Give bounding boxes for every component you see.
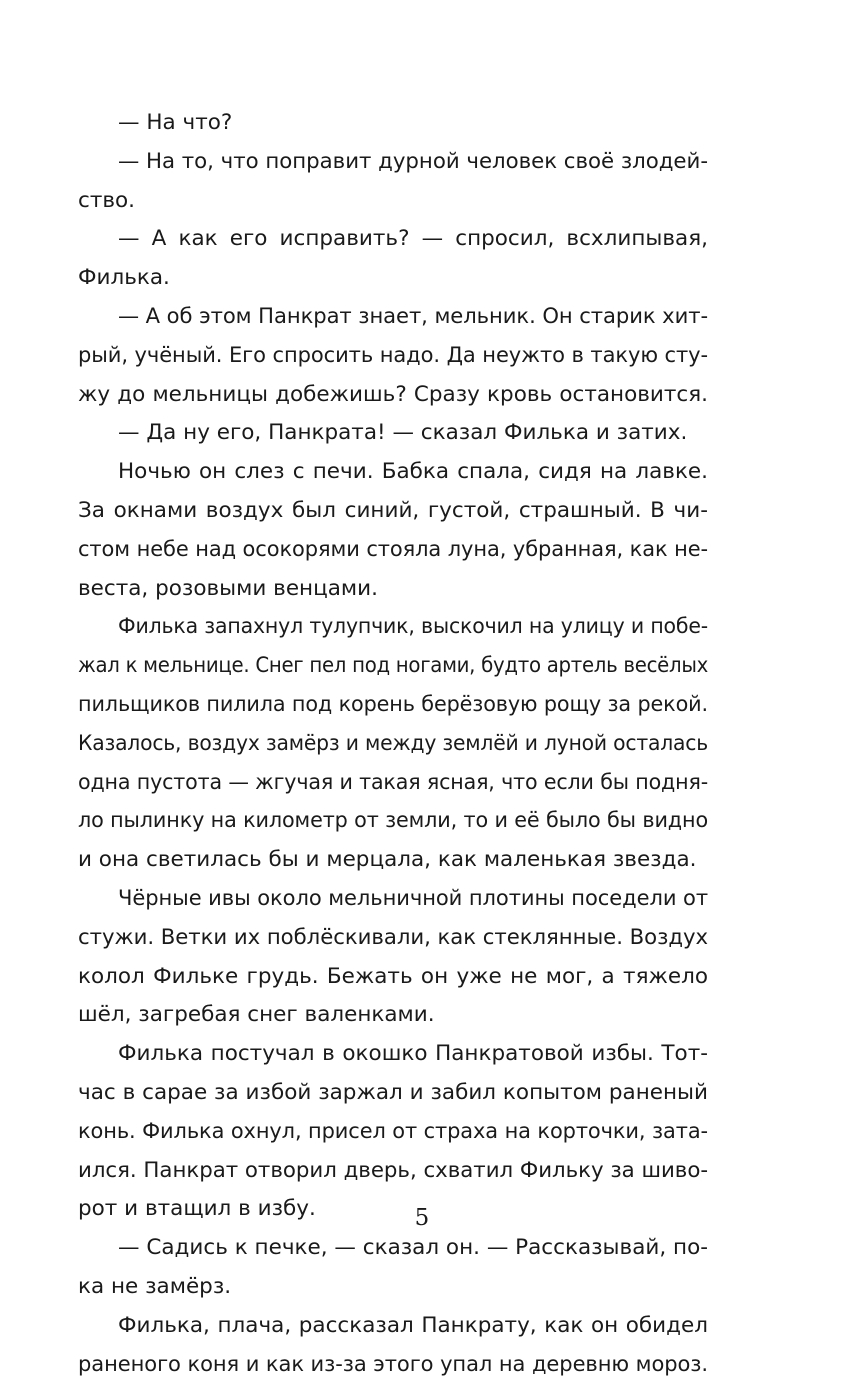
text-line: Ночью он слез с печи. Бабка спала, сидя на лавке. xyxy=(118,453,708,492)
text-line: жал к мельнице. Снег пел под ногами, будто артель весёлых xyxy=(78,647,708,686)
text-line: шёл, загребая снег валенками. xyxy=(78,996,708,1035)
page-number: 5 xyxy=(0,1205,844,1231)
text-line: Чёрные ивы около мельничной плотины поседели от xyxy=(118,880,708,919)
text-line: — На то, что поправит дурной человек своё злодей- xyxy=(118,143,708,182)
text-line: рот и втащил в избу. xyxy=(78,1190,708,1229)
text-line: — Садись к печке, — сказал он. — Рассказывай, по- xyxy=(118,1229,708,1268)
text-line: и она светилась бы и мерцала, как маленькая звезда. xyxy=(78,841,708,880)
text-line: жу до мельницы добежишь? Сразу кровь остановится. xyxy=(78,376,708,415)
text-line: За окнами воздух был синий, густой, страшный. В чи- xyxy=(78,492,708,531)
text-line: пильщиков пилила под корень берёзовую рощу за рекой. xyxy=(78,686,708,725)
text-line: ло пылинку на километр от земли, то и её было бы видно xyxy=(78,802,708,841)
text-line: рый, учёный. Его спросить надо. Да неужто в такую сту- xyxy=(78,337,708,376)
text-line: одна пустота — жгучая и такая ясная, что если бы подня- xyxy=(78,764,708,803)
text-line: Филька, плача, рассказал Панкрату, как он обидел xyxy=(118,1307,708,1346)
text-line: Филька запахнул тулупчик, выскочил на улицу и побе- xyxy=(118,608,708,647)
text-line: — Да ну его, Панкрата! — сказал Филька и затих. xyxy=(118,414,708,453)
text-line: стом небе над осокорями стояла луна, убранная, как не- xyxy=(78,531,708,570)
text-line: — А как его исправить? — спросил, всхлипывая, xyxy=(118,220,708,259)
text-line: раненого коня и как из-за этого упал на деревню мороз. xyxy=(78,1346,708,1384)
text-line: — А об этом Панкрат знает, мельник. Он старик хит- xyxy=(118,298,708,337)
text-line: стужи. Ветки их поблёскивали, как стеклянные. Воздух xyxy=(78,919,708,958)
text-line: час в сарае за избой заржал и забил копытом раненый xyxy=(78,1074,708,1113)
text-line: ство. xyxy=(78,182,708,221)
text-line: Филька. xyxy=(78,259,708,298)
text-line: веста, розовыми венцами. xyxy=(78,570,708,609)
text-line: ка не замёрз. xyxy=(78,1268,708,1307)
text-line: — На что? xyxy=(118,104,708,143)
text-line: колол Фильке грудь. Бежать он уже не мог, а тяжело xyxy=(78,958,708,997)
text-line: ился. Панкрат отворил дверь, схватил Фильку за шиво- xyxy=(78,1152,708,1191)
text-line: конь. Филька охнул, присел от страха на корточки, зата- xyxy=(78,1113,708,1152)
text-line: Казалось, воздух замёрз и между землёй и луной осталась xyxy=(78,725,708,764)
page-text xyxy=(118,104,708,1384)
text-line: Филька постучал в окошко Панкратовой избы. Тот- xyxy=(118,1035,708,1074)
